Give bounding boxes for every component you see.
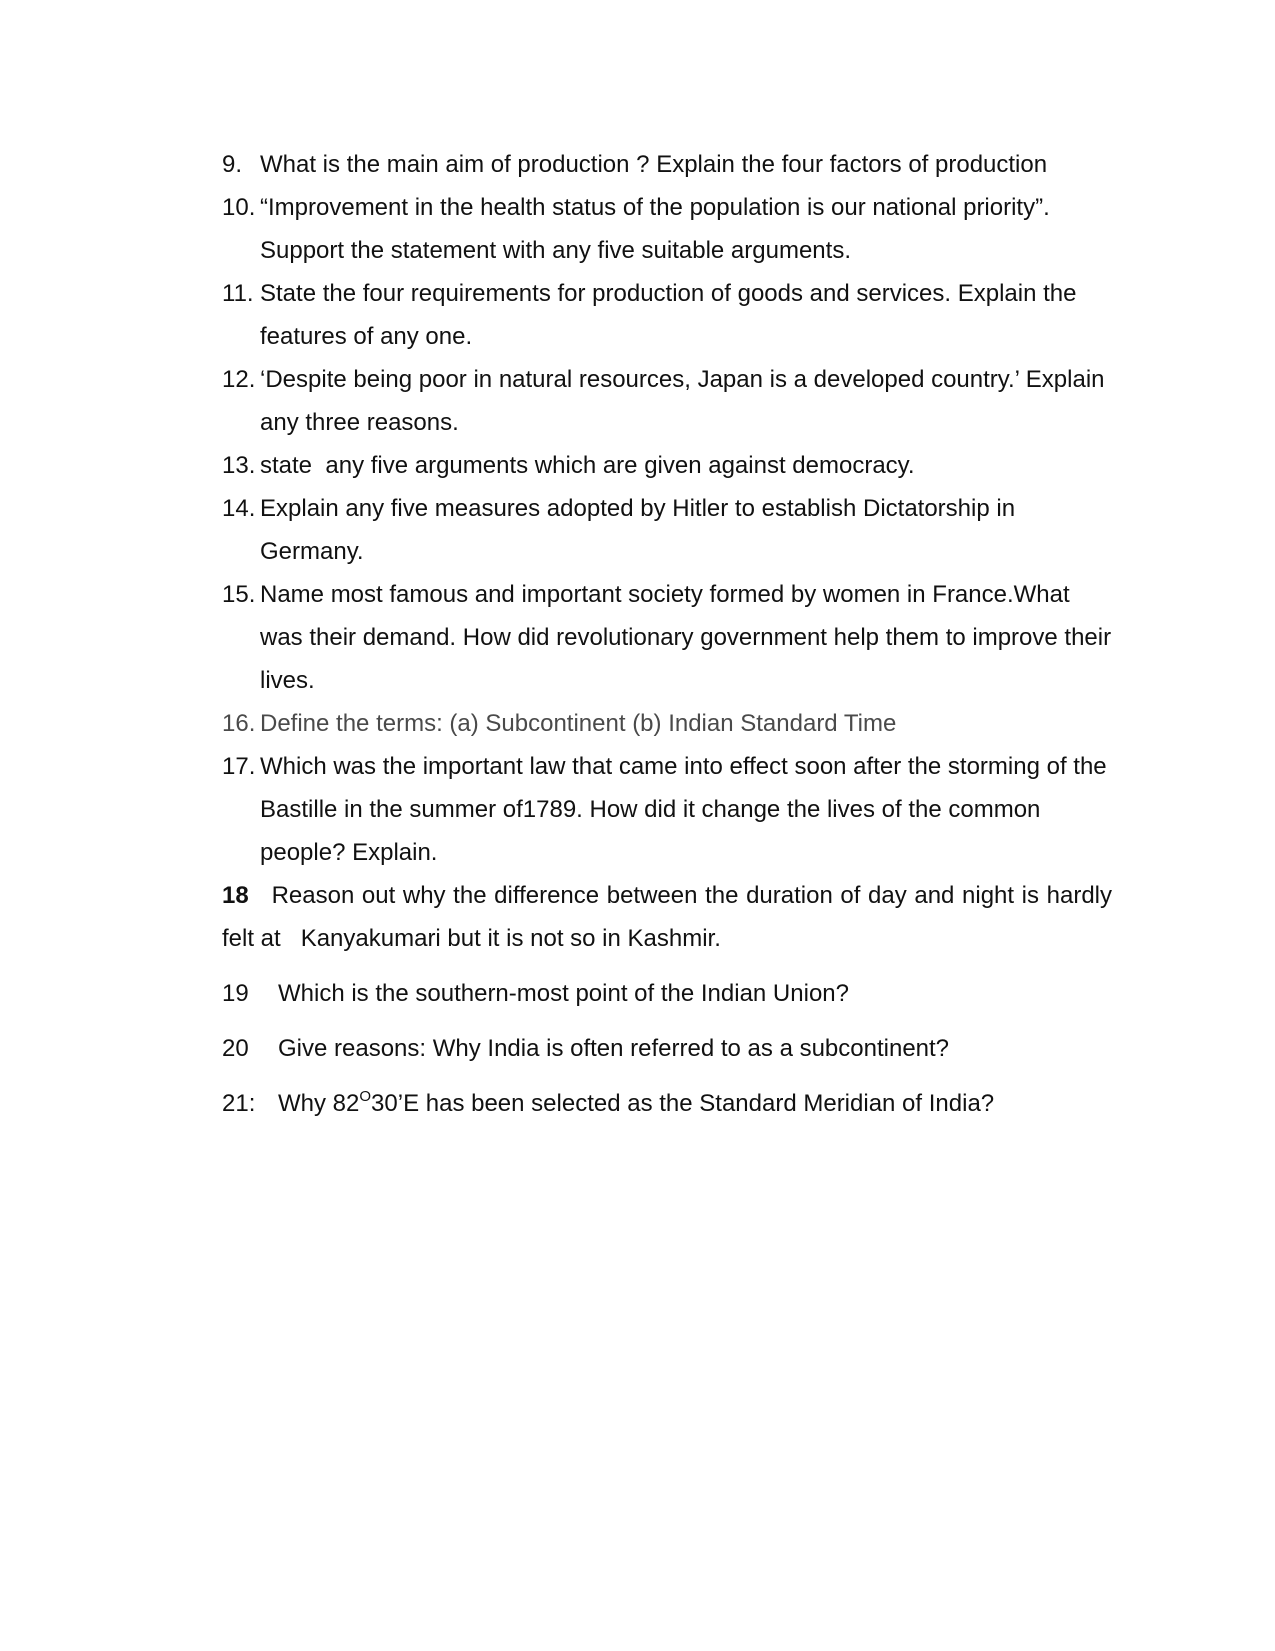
- question-10: [222, 186, 1112, 272]
- question-20: [222, 1027, 1112, 1070]
- question-text: ‘Despite being poor in natural resources, Japan is a developed country.’ Explain any three reasons.: [260, 366, 1105, 436]
- question-text: Reason out why the difference between the duration of day and night is hardly felt at Kanyakumari but it is not so in Kashmir.: [222, 882, 1126, 952]
- question-15: [222, 573, 1112, 702]
- question-number: 16.: [222, 710, 256, 737]
- question-number: 14.: [222, 495, 256, 522]
- question-text: Name most famous and important society formed by women in France.What was their demand. How did revolutionary government help them to improve their lives.: [260, 581, 1112, 694]
- question-text: Explain any five measures adopted by Hitler to establish Dictatorship in Germany.: [260, 495, 1016, 565]
- question-text: state any five arguments which are given against democracy.: [260, 452, 915, 479]
- question-number: 15.: [222, 581, 256, 608]
- question-text-after: 30’E has been selected as the Standard Meridian of India?: [371, 1090, 995, 1117]
- question-text: “Improvement in the health status of the population is our national priority”. Support the statement with any five suitable arguments.: [260, 194, 1050, 264]
- question-text: State the four requirements for production of goods and services. Explain the features of any one.: [260, 280, 1077, 350]
- question-12: [222, 358, 1112, 444]
- question-number: 12.: [222, 366, 256, 393]
- question-number: 11.: [222, 280, 254, 307]
- question-text: [278, 1090, 994, 1117]
- question-18: [222, 874, 1126, 960]
- question-number: 18: [222, 882, 249, 909]
- question-text: Give reasons: Why India is often referred to as a subcontinent?: [278, 1035, 950, 1062]
- question-9: [222, 143, 1112, 186]
- question-11: [222, 272, 1112, 358]
- question-text: Which was the important law that came into effect soon after the storming of the Bastille in the summer of1789. How did it change the lives of the common people? Explain.: [260, 753, 1107, 866]
- question-number: 19: [222, 980, 249, 1007]
- question-number: 10.: [222, 194, 256, 221]
- question-text-before: Why 82: [278, 1090, 360, 1117]
- question-text: Define the terms: (a) Subcontinent (b) Indian Standard Time: [260, 710, 897, 737]
- question-number: 20: [222, 1035, 249, 1062]
- question-19: [222, 972, 1112, 1015]
- question-text: What is the main aim of production ? Explain the four factors of production: [260, 151, 1048, 178]
- question-list: [222, 143, 1126, 1125]
- question-16: [222, 702, 1112, 745]
- question-number: 17.: [222, 753, 256, 780]
- question-text: Which is the southern-most point of the Indian Union?: [278, 980, 849, 1007]
- question-13: [222, 444, 1112, 487]
- question-17: [222, 745, 1112, 874]
- question-21: [222, 1082, 1112, 1125]
- question-number: 9.: [222, 151, 243, 178]
- question-14: [222, 487, 1112, 573]
- question-number: 13.: [222, 452, 256, 479]
- question-number: 21:: [222, 1090, 256, 1117]
- degree-superscript: O: [359, 1088, 372, 1105]
